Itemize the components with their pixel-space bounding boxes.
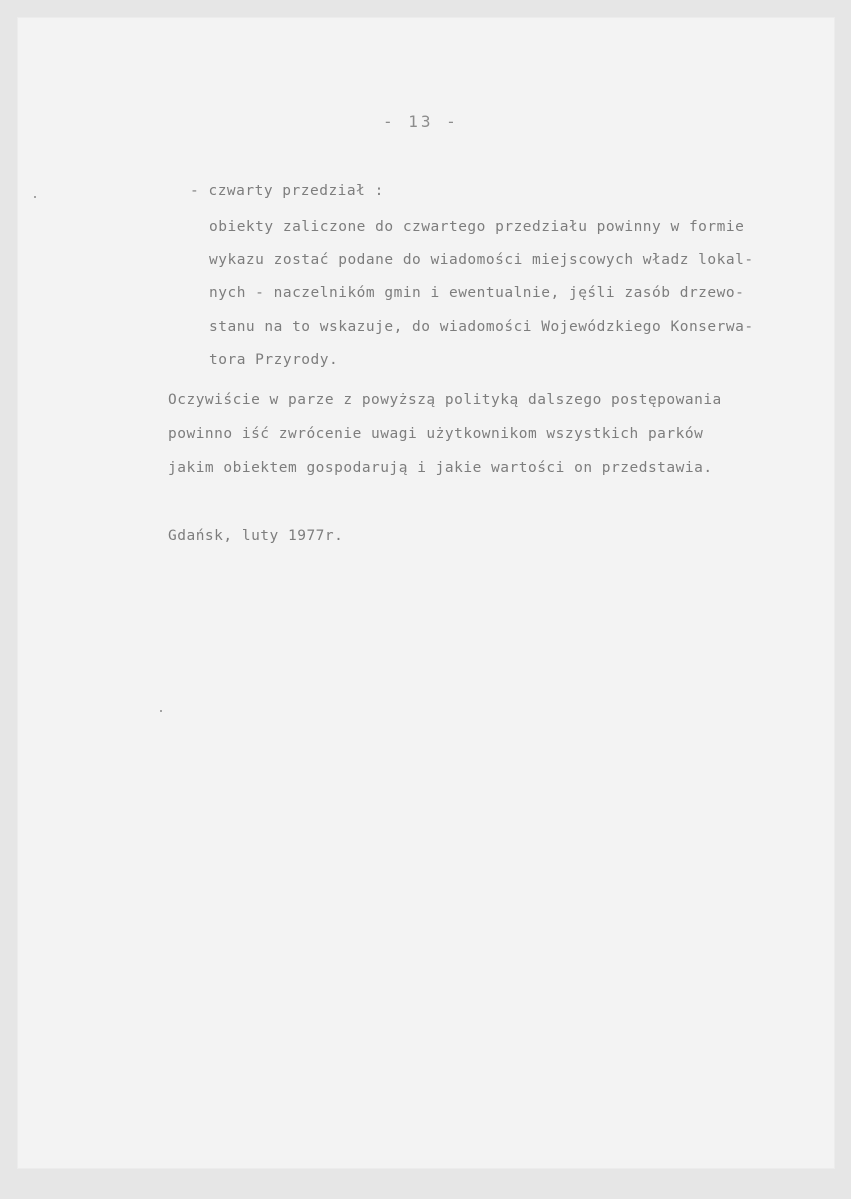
section-line: obiekty zaliczone do czwartego przedziału powinny w formie (209, 219, 745, 235)
paragraph-line: Oczywiście w parze z powyższą polityką dalszego postępowania (168, 392, 722, 408)
section-line: tora Przyrody. (209, 352, 339, 368)
paper-speck (34, 196, 36, 198)
signature-line: Gdańsk, luty 1977r. (168, 528, 344, 544)
section-line: nych - naczelnikóm gmin i ewentualnie, jęśli zasób drzewo- (209, 285, 745, 301)
paragraph-line: powinno iść zwrócenie uwagi użytkownikom wszystkich parków (168, 426, 704, 442)
page-number: - 13 - (383, 112, 459, 131)
paragraph-line: jakim obiektem gospodarują i jakie wartości on przedstawia. (168, 460, 713, 476)
section-line: stanu na to wskazuje, do wiadomości Wojewódzkiego Konserwa- (209, 319, 754, 335)
paper-speck (160, 710, 162, 712)
section-heading: - czwarty przedział : (190, 183, 384, 199)
document-page (18, 18, 834, 1168)
section-line: wykazu zostać podane do wiadomości miejscowych władz lokal- (209, 252, 754, 268)
